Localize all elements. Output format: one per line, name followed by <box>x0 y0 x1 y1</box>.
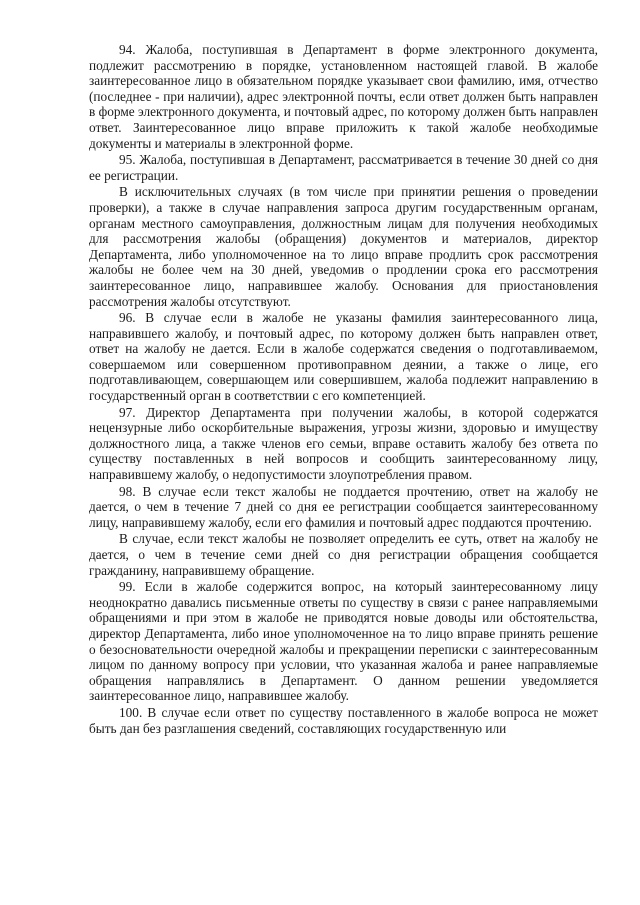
document-body <box>89 42 598 736</box>
paragraph-94: 94. Жалоба, поступившая в Департамент в форме электронного документа, подлежит рассмотрению в порядке, установленном настоящей главой. В жалобе заинтересованное лицо в обязательном порядке указывает свои фамилию, имя, отчество (последнее - при наличии), адрес электронной почты, если ответ должен быть направлен в форме электронного документа, и почтовый адрес, по которому должен быть направлен ответ. Заинтересованное лицо вправе приложить к такой жалобе необходимые документы и материалы в электронной форме. <box>89 42 598 151</box>
paragraph-95: 95. Жалоба, поступившая в Департамент, рассматривается в течение 30 дней со дня ее регистрации. <box>89 152 598 183</box>
paragraph-98-unclear: В случае, если текст жалобы не позволяет определить ее суть, ответ на жалобу не дается, о чем в течение семи дней со дня регистрации обращения сообщается гражданину, направившему обращение. <box>89 531 598 578</box>
paragraph-100: 100. В случае если ответ по существу поставленного в жалобе вопроса не может быть дан без разглашения сведений, составляющих государственную или <box>89 704 598 736</box>
paragraph-96: 96. В случае если в жалобе не указаны фамилия заинтересованного лица, направившего жалобу, и почтовый адрес, по которому должен быть направлен ответ, ответ на жалобу не дается. Если в жалобе содержатся сведения о подготавливаемом, совершаемом или совершенном противоправном деянии, а также о лице, его подготавливающем, совершающем или совершившем, жалоба подлежит направлению в государственный орган в соответствии с его компетенцией. <box>89 310 598 404</box>
paragraph-95-exceptions: В исключительных случаях (в том числе при принятии решения о проведении проверки), а также в случае направления запроса другим государственным органам, органам местного самоуправления, должностным лицам для получения необходимых для рассмотрения жалобы (обращения) документов и материалов, директор Департамента, либо уполномоченное на то лицо вправе продлить срок рассмотрения жалобы не более чем на 30 дней, уведомив о продлении срока его рассмотрения заинтересованное лицо, направившее жалобу. Основания для приостановления рассмотрения жалобы отсутствуют. <box>89 184 598 309</box>
paragraph-97: 97. Директор Департамента при получении жалобы, в которой содержатся нецензурные либо оскорбительные выражения, угрозы жизни, здоровью и имуществу должностного лица, а также членов его семьи, вправе оставить жалобу без ответа по существу поставленных в ней вопросов и сообщить заинтересованному лицу, направившему жалобу, о недопустимости злоупотребления правом. <box>89 404 598 483</box>
paragraph-99: 99. Если в жалобе содержится вопрос, на который заинтересованному лицу неоднократно давались письменные ответы по существу в связи с ранее направляемыми обращениями и при этом в жалобе не приводятся новые доводы или обстоятельства, директор Департамента, либо иное уполномоченное на то лицо вправе принять решение о безосновательности очередной жалобы и прекращении переписки с заинтересованным лицом по данному вопросу при условии, что указанная жалоба и ранее направляемые обращения направлялись в Департамент. О данном решении уведомляется заинтересованное лицо, направившее жалобу. <box>89 579 598 704</box>
paragraph-98: 98. В случае если текст жалобы не поддается прочтению, ответ на жалобу не дается, о чем в течение 7 дней со дня ее регистрации сообщается заинтересованному лицу, направившему жалобу, если его фамилия и почтовый адрес поддаются прочтению. <box>89 483 598 530</box>
